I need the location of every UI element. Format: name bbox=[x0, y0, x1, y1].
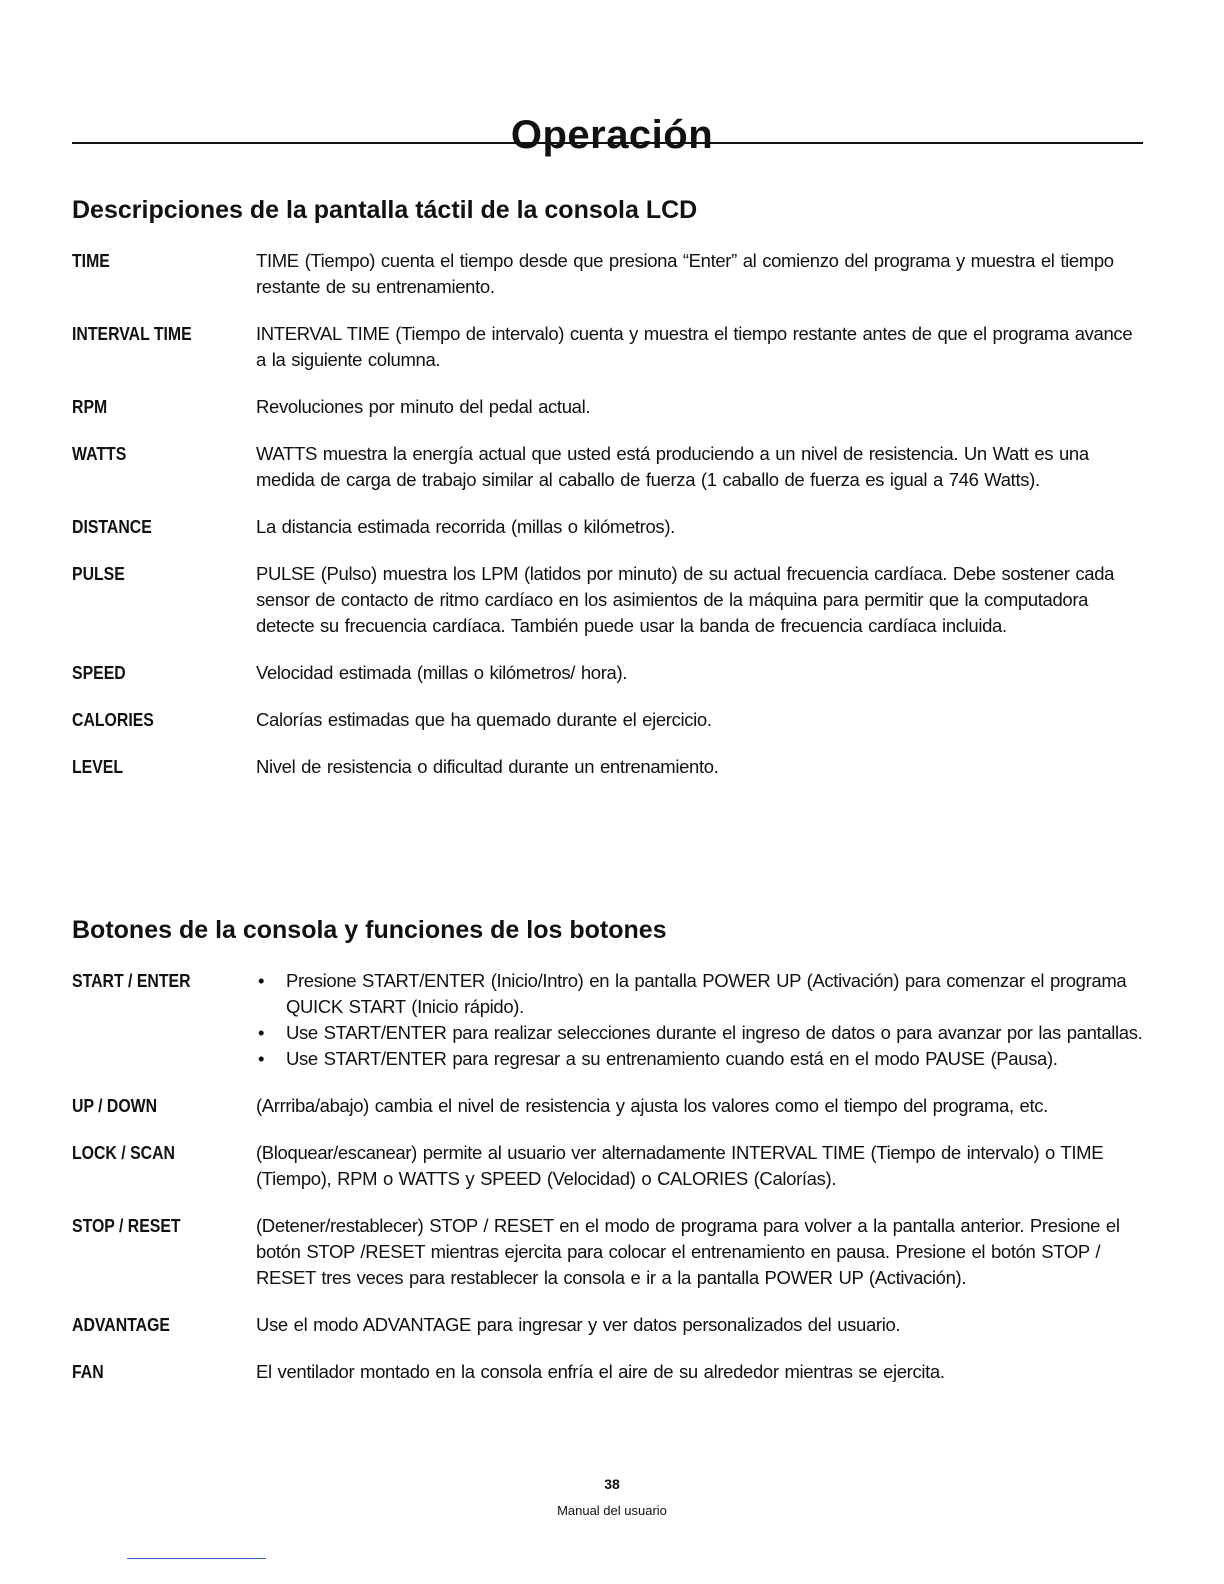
title-divider bbox=[72, 142, 1143, 144]
page-number: 38 bbox=[604, 1476, 620, 1492]
bullet-icon: • bbox=[258, 1022, 265, 1043]
footer-text: Manual del usuario bbox=[557, 1503, 667, 1518]
section-heading-lcd: Descripciones de la pantalla táctil de la consola LCD bbox=[72, 196, 698, 224]
definition-term: START / ENTER bbox=[72, 971, 191, 991]
definition-term: FAN bbox=[72, 1362, 104, 1382]
definition-description: Velocidad estimada (millas o kilómetros/ hora). bbox=[256, 662, 628, 683]
lcd-definition-list bbox=[72, 248, 1143, 801]
definition-row-watts bbox=[72, 441, 1143, 493]
buttons-definition-list bbox=[72, 968, 1143, 1406]
definition-description: Nivel de resistencia o dificultad durante un entrenamiento. bbox=[256, 756, 719, 777]
definition-term: TIME bbox=[72, 251, 110, 271]
footer-link-underline bbox=[127, 1558, 266, 1559]
definition-row-stop-reset bbox=[72, 1213, 1143, 1291]
definition-row-distance bbox=[72, 514, 1143, 540]
definition-row-time bbox=[72, 248, 1143, 300]
definition-row-up-down bbox=[72, 1093, 1143, 1119]
bullet-icon: • bbox=[258, 1048, 265, 1069]
definition-row-fan bbox=[72, 1359, 1143, 1385]
definition-description: WATTS muestra la energía actual que usted está produciendo a un nivel de resistencia. Un Watt es una medida de carga de trabajo similar al caballo de fuerza (1 caballo de fuerza es igual a 746 Watts). bbox=[256, 443, 1089, 490]
bullet-icon: • bbox=[258, 970, 265, 991]
bullet-text: Use START/ENTER para regresar a su entrenamiento cuando está en el modo PAUSE (Pausa). bbox=[286, 1048, 1058, 1069]
definition-description: La distancia estimada recorrida (millas o kilómetros). bbox=[256, 516, 675, 537]
definition-term: STOP / RESET bbox=[72, 1216, 181, 1236]
definition-term: SPEED bbox=[72, 663, 126, 683]
definition-row-level bbox=[72, 754, 1143, 780]
definition-description: El ventilador montado en la consola enfría el aire de su alrededor mientras se ejercita. bbox=[256, 1361, 945, 1382]
section-heading-buttons: Botones de la consola y funciones de los botones bbox=[72, 916, 667, 944]
definition-row-start-enter bbox=[72, 968, 1143, 1072]
definition-term: UP / DOWN bbox=[72, 1096, 158, 1116]
definition-row-calories bbox=[72, 707, 1143, 733]
definition-description bbox=[256, 968, 1143, 1072]
definition-description: TIME (Tiempo) cuenta el tiempo desde que presiona “Enter” al comienzo del programa y muestra el tiempo restante de su entrenamiento. bbox=[256, 250, 1114, 297]
bullet-text: Presione START/ENTER (Inicio/Intro) en la pantalla POWER UP (Activación) para comenzar el programa QUICK START (Inicio rápido). bbox=[286, 970, 1127, 1017]
definition-term: RPM bbox=[72, 397, 108, 417]
definition-term: INTERVAL TIME bbox=[72, 324, 192, 344]
definition-row-pulse bbox=[72, 561, 1143, 639]
bullet-list bbox=[256, 968, 1143, 1072]
definition-term: ADVANTAGE bbox=[72, 1315, 170, 1335]
bullet-item bbox=[256, 1046, 1143, 1072]
definition-description: Use el modo ADVANTAGE para ingresar y ver datos personalizados del usuario. bbox=[256, 1314, 901, 1335]
definition-description: Calorías estimadas que ha quemado durante el ejercicio. bbox=[256, 709, 712, 730]
definition-row-advantage bbox=[72, 1312, 1143, 1338]
definition-row-lock-scan bbox=[72, 1140, 1143, 1192]
bullet-text: Use START/ENTER para realizar selecciones durante el ingreso de datos o para avanzar por las pantallas. bbox=[286, 1022, 1143, 1043]
definition-description: PULSE (Pulso) muestra los LPM (latidos por minuto) de su actual frecuencia cardíaca. Debe sostener cada sensor de contacto de ritmo cardíaco en los asimientos de la máquina para permitir que la computadora detecte su frecuencia cardíaca. También puede usar la banda de frecuencia cardíaca incluida. bbox=[256, 563, 1115, 636]
definition-term: WATTS bbox=[72, 444, 127, 464]
definition-term: LEVEL bbox=[72, 757, 124, 777]
definition-row-speed bbox=[72, 660, 1143, 686]
page-title: Operación bbox=[510, 112, 714, 157]
bullet-item bbox=[256, 1020, 1143, 1046]
definition-term: DISTANCE bbox=[72, 517, 152, 537]
definition-description: Revoluciones por minuto del pedal actual. bbox=[256, 396, 591, 417]
definition-description: (Detener/restablecer) STOP / RESET en el modo de programa para volver a la pantalla anterior. Presione el botón STOP /RESET mientras ejercita para colocar el entrenamiento en pausa. Presione el botón STOP / RESET tres veces para restablecer la consola e ir a la pantalla POWER UP (Activación). bbox=[256, 1215, 1120, 1288]
definition-term: PULSE bbox=[72, 564, 125, 584]
definition-term: LOCK / SCAN bbox=[72, 1143, 175, 1163]
definition-row-interval-time bbox=[72, 321, 1143, 373]
bullet-item bbox=[256, 968, 1143, 1020]
definition-description: (Arrriba/abajo) cambia el nivel de resistencia y ajusta los valores como el tiempo del programa, etc. bbox=[256, 1095, 1048, 1116]
definition-description: (Bloquear/escanear) permite al usuario ver alternadamente INTERVAL TIME (Tiempo de intervalo) o TIME (Tiempo), RPM o WATTS y SPEED (Velocidad) o CALORIES (Calorías). bbox=[256, 1142, 1104, 1189]
definition-row-rpm bbox=[72, 394, 1143, 420]
definition-term: CALORIES bbox=[72, 710, 154, 730]
definition-description: INTERVAL TIME (Tiempo de intervalo) cuenta y muestra el tiempo restante antes de que el programa avance a la siguiente columna. bbox=[256, 323, 1133, 370]
